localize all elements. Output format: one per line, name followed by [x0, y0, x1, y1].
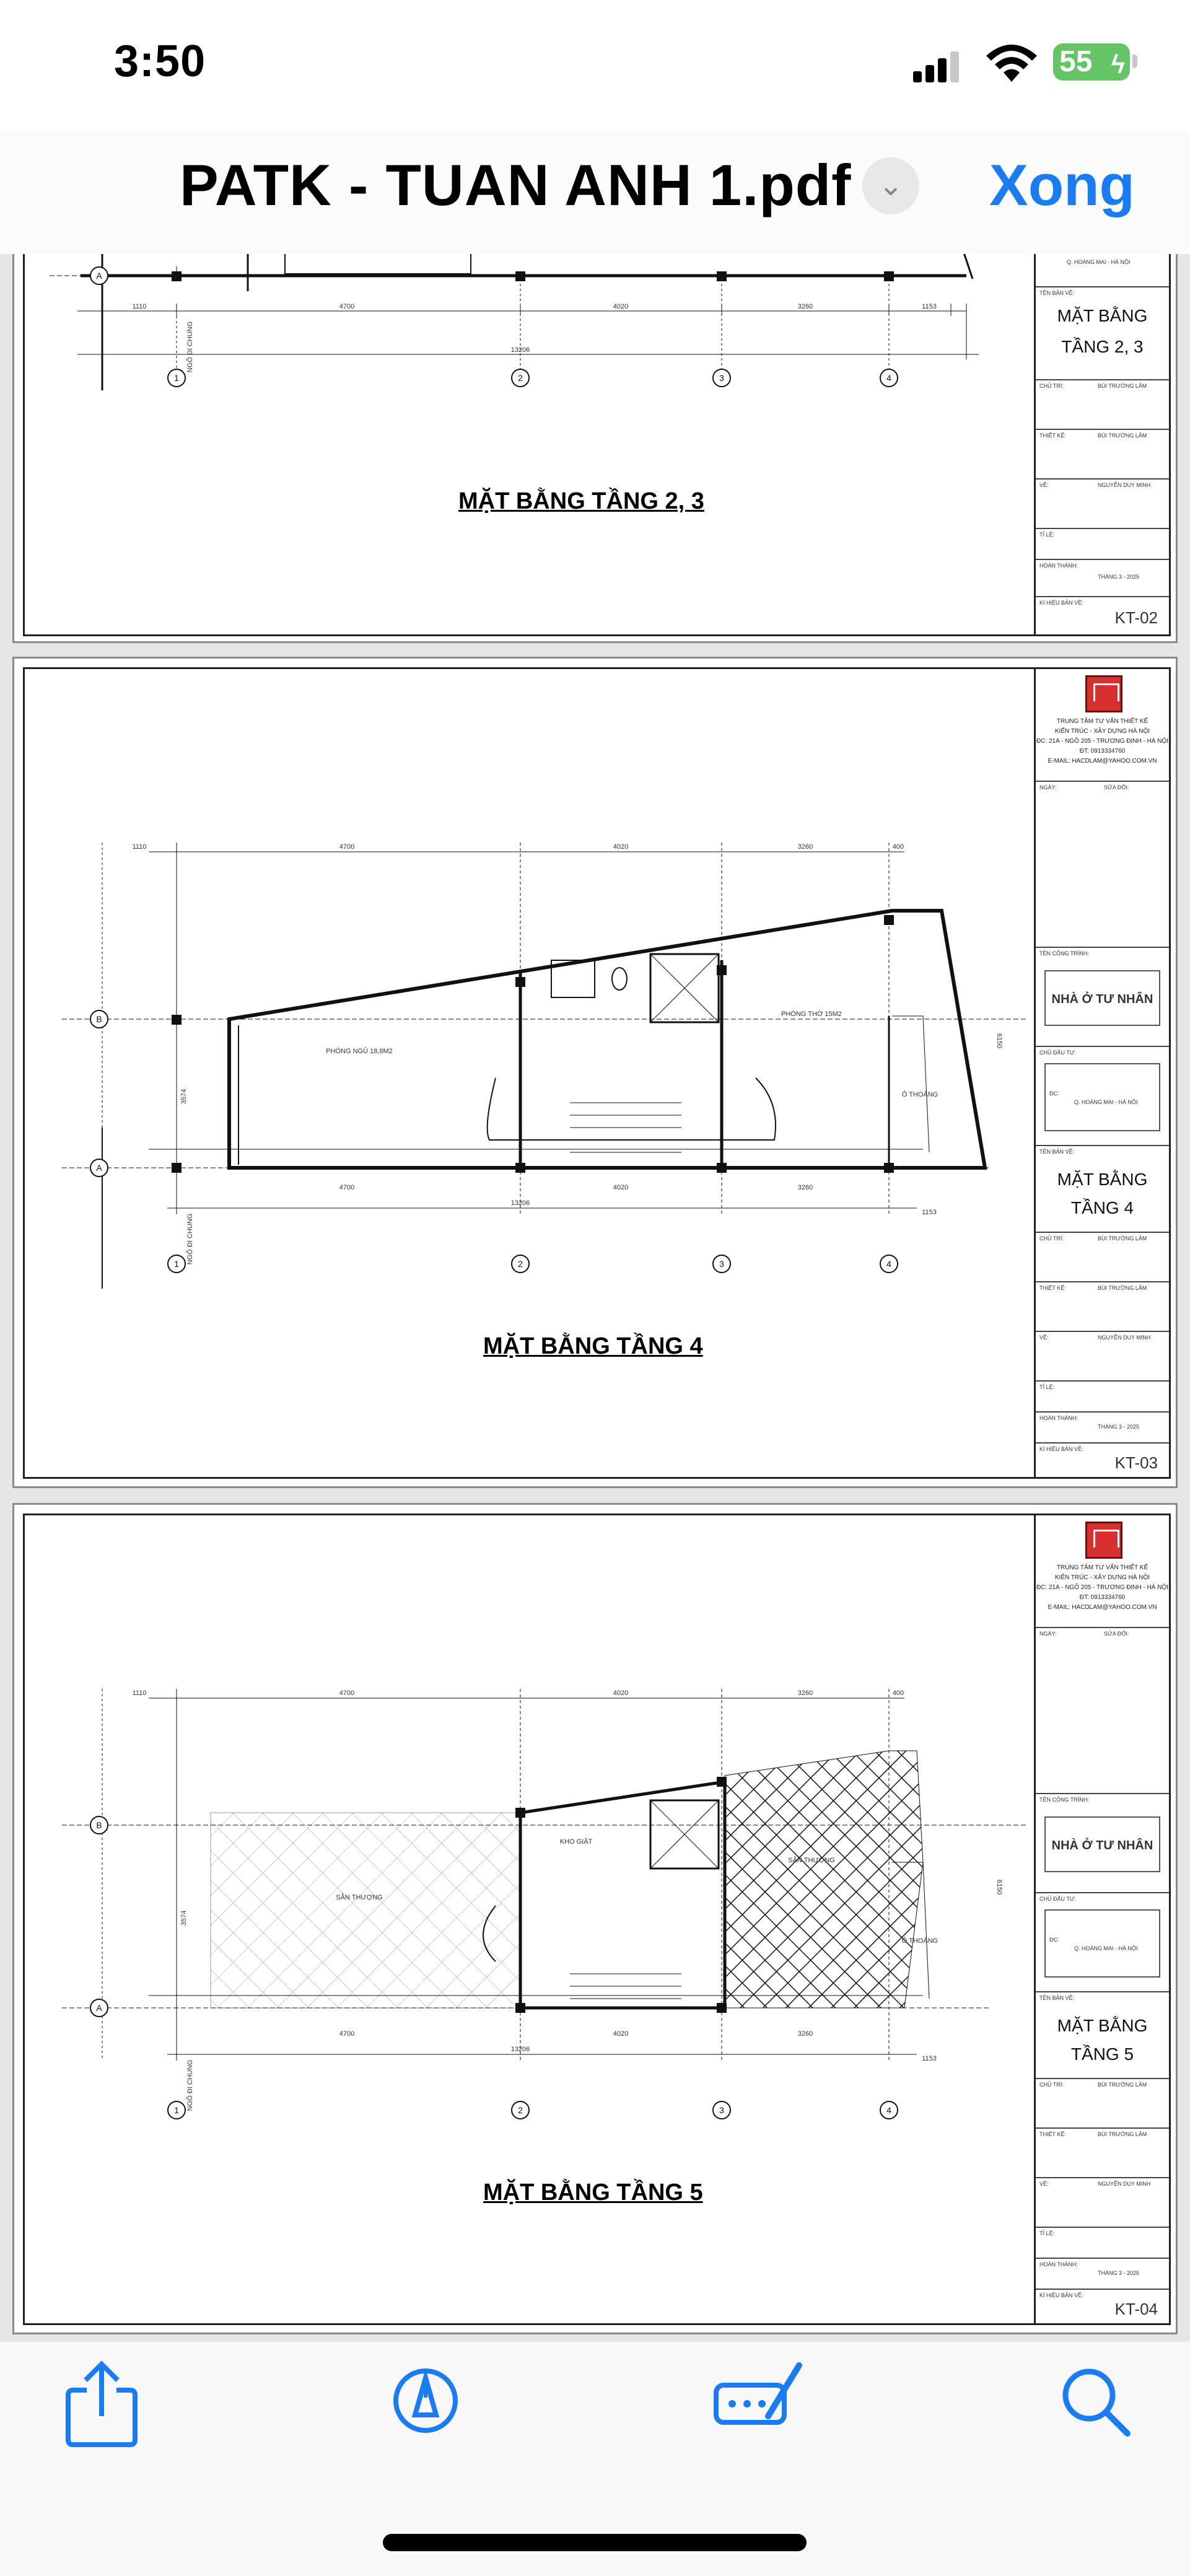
dc-label: ĐC: [1049, 1090, 1059, 1097]
dim-1110: 1110 [132, 1689, 147, 1697]
share-icon[interactable] [64, 2360, 139, 2447]
grid-bubble-2: 2 [518, 373, 523, 383]
chu-tri-name: BÙI TRƯỜNG LÂM [1098, 2082, 1147, 2088]
sheet-number: KT-03 [1114, 1453, 1158, 1472]
project-name-box: NHÀ Ở TƯ NHÂN [1044, 1816, 1160, 1872]
ti-le-label: TỈ LỆ: [1039, 532, 1055, 538]
drawing-title: MẶT BẰNG TẦNG 2, 3 [458, 488, 704, 514]
dim-1153: 1153 [922, 303, 937, 310]
project-address: Q. HOÀNG MAI - HÀ NỘI [1074, 1945, 1138, 1952]
ngay-label: NGÀY: [1039, 1631, 1057, 1637]
dc-label: ĐC: [1049, 1937, 1059, 1943]
status-bar [0, 0, 1190, 130]
sua-doi-label: SỬA ĐỔI: [1104, 1631, 1129, 1637]
project-name-box: NHÀ Ở TƯ NHÂN [1044, 970, 1160, 1026]
ngay-label: NGÀY: [1039, 784, 1057, 791]
project-address: Q. HOÀNG MAI - HÀ NỘI [1067, 259, 1131, 265]
cellular-signal-icon [913, 51, 963, 82]
title-block [1034, 669, 1169, 1477]
company-line-3: ĐC: 21A - NGÕ 205 - TRƯƠNG ĐỊNH - HÀ NỘI [1036, 738, 1169, 745]
sheet-label: TÊN BẢN VẼ: [1039, 1995, 1075, 2001]
ti-le-label: TỈ LỆ: [1039, 2230, 1055, 2236]
grid-bubble-1: 1 [174, 373, 179, 383]
dim-4020-bottom: 4020 [613, 2030, 629, 2038]
company-line-3: ĐC: 21A - NGÕ 205 - TRƯƠNG ĐỊNH - HÀ NỘI [1036, 1584, 1169, 1591]
dim-4020: 4020 [613, 843, 629, 851]
dim-total: 13206 [510, 346, 530, 354]
sua-doi-label: SỬA ĐỔI: [1104, 784, 1129, 791]
ve-label: VẼ: [1039, 1334, 1049, 1341]
grid-bubble-a: A [96, 1163, 102, 1173]
dim-1153: 1153 [922, 1209, 937, 1216]
chu-tri-label: CHỦ TRÌ: [1039, 1235, 1064, 1242]
grid-bubble-3: 3 [719, 373, 724, 383]
dim-3260: 3260 [797, 843, 813, 851]
battery-indicator [1053, 43, 1130, 81]
grid-bubble-b: B [96, 1820, 102, 1830]
sheet-name-1: MẶT BẰNG [1057, 2016, 1148, 2035]
room-san-thuong-2: SÂN THƯỢNG [788, 1857, 835, 1864]
floor-plan-tang-2-3 [25, 254, 1035, 638]
room-phong-ngu: PHÒNG NGỦ 18,8M2 [326, 1048, 393, 1055]
ve-label: VẼ: [1039, 2181, 1049, 2187]
sheet-name-1: MẶT BẰNG [1057, 1170, 1148, 1189]
ve-name: NGUYỄN DUY MINH [1098, 1334, 1151, 1341]
dim-right: 6150 [995, 1879, 1003, 1895]
ve-name: NGUYỄN DUY MINH [1098, 482, 1151, 488]
dim-3260: 3260 [797, 1689, 813, 1697]
ve-name: NGUYỄN DUY MINH [1098, 2181, 1151, 2187]
drawing-title: MẶT BẰNG TẦNG 5 [483, 2180, 703, 2206]
battery-cap [1132, 55, 1137, 68]
room-san-thuong-1: SÂN THƯỢNG [336, 1894, 383, 1901]
thiet-ke-name: BÙI TRƯỜNG LÂM [1098, 1285, 1147, 1291]
sheet-name-2: TẦNG 2, 3 [1061, 337, 1144, 356]
grid-bubble-4: 4 [886, 373, 891, 383]
grid-bubble-3: 3 [719, 2105, 724, 2115]
grid-bubble-4: 4 [886, 1259, 891, 1269]
pdf-page-kt-03 [12, 657, 1178, 1488]
dim-total: 13206 [510, 2046, 530, 2053]
dim-3260: 3260 [797, 303, 813, 310]
project-address: Q. HOÀNG MAI - HÀ NỘI [1074, 1099, 1138, 1105]
drawing-sheet [23, 254, 1171, 636]
company-line-1: TRUNG TÂM TƯ VẤN THIẾT KẾ [1056, 718, 1148, 725]
hoan-thanh-value: THÁNG 3 - 2025 [1098, 574, 1140, 580]
dim-right: 6150 [995, 1033, 1003, 1049]
home-indicator[interactable] [383, 2534, 807, 2551]
markup-pen-icon[interactable] [392, 2367, 460, 2435]
grid-bubble-2: 2 [518, 1259, 523, 1269]
company-line-2: KIẾN TRÚC - XÂY DỰNG HÀ NỘI [1054, 1574, 1150, 1581]
company-line-2: KIẾN TRÚC - XÂY DỰNG HÀ NỘI [1054, 728, 1150, 735]
sheet-number: KT-02 [1114, 608, 1158, 627]
company-line-4: ĐT: 0913334760 [1079, 748, 1126, 755]
ten-cong-trinh-label: TÊN CÔNG TRÌNH: [1039, 950, 1089, 957]
dim-left: 3574 [180, 1910, 188, 1926]
room-phong-tho: PHÒNG THỜ 15M2 [781, 1010, 842, 1018]
ki-hieu-label: KÍ HIỆU BẢN VẼ: [1039, 2292, 1083, 2298]
dim-400: 400 [892, 1689, 904, 1697]
room-o-thoang: Ô THOÁNG [901, 1091, 938, 1098]
document-title[interactable]: PATK - TUAN ANH 1.pdf [180, 152, 852, 217]
dim-1110: 1110 [132, 843, 147, 851]
grid-bubble-2: 2 [518, 2105, 523, 2115]
drawing-sheet [23, 667, 1171, 1479]
thiet-ke-name: BÙI TRƯỜNG LÂM [1098, 432, 1147, 439]
side-text-ngo: NGÕ ĐI CHUNG [186, 2059, 194, 2111]
title-block [1034, 1515, 1169, 2323]
pdf-page-kt-04 [12, 1503, 1178, 2334]
chu-tri-label: CHỦ TRÌ: [1039, 383, 1064, 389]
sheet-name-2: TẦNG 5 [1070, 2044, 1134, 2064]
company-line-4: ĐT: 0913334760 [1079, 1594, 1126, 1601]
dim-4700: 4700 [339, 1689, 355, 1697]
grid-bubble-b: B [96, 1014, 102, 1024]
hoan-thanh-label: HOÀN THÀNH: [1039, 2261, 1078, 2267]
ten-cong-trinh-label: TÊN CÔNG TRÌNH: [1039, 1797, 1089, 1803]
search-icon[interactable] [1058, 2364, 1132, 2438]
hoan-thanh-value: THÁNG 3 - 2025 [1098, 1424, 1140, 1430]
hoan-thanh-value: THÁNG 3 - 2025 [1098, 2270, 1140, 2276]
chu-tri-name: BÙI TRƯỜNG LÂM [1098, 383, 1147, 389]
owner-box [1044, 1909, 1160, 1978]
company-logo [1085, 1522, 1122, 1559]
signature-icon[interactable] [712, 2360, 805, 2435]
dim-3260-bottom: 3260 [797, 1184, 813, 1191]
grid-bubble-4: 4 [886, 2105, 891, 2115]
room-o-thoang: Ô THOÁNG [901, 1937, 938, 1945]
dim-1110: 1110 [132, 303, 147, 310]
dim-1153: 1153 [922, 2055, 937, 2062]
side-text-ngo: NGÕ ĐI CHUNG [186, 321, 194, 373]
battery-level: 55 [1059, 45, 1093, 78]
thiet-ke-label: THIẾT KẾ: [1039, 2131, 1066, 2137]
dim-4020: 4020 [613, 303, 629, 310]
dim-4020: 4020 [613, 1689, 629, 1697]
thiet-ke-label: THIẾT KẾ: [1039, 432, 1066, 439]
chevron-down-icon[interactable]: ⌄ [862, 157, 919, 214]
dim-4700-bottom: 4700 [339, 1184, 355, 1191]
room-kho-giat: KHO GIẶT [559, 1838, 593, 1846]
chu-dau-tu-label: CHỦ ĐẦU TƯ: [1039, 1049, 1077, 1056]
owner-box [1044, 1063, 1160, 1131]
chu-tri-label: CHỦ TRÌ: [1039, 2082, 1064, 2088]
sheet-label: TÊN BẢN VẼ: [1039, 290, 1075, 296]
sheet-number: KT-04 [1114, 2300, 1158, 2318]
hoan-thanh-label: HOÀN THÀNH: [1039, 1415, 1078, 1421]
grid-bubble-1: 1 [174, 2105, 179, 2115]
title-block [1034, 254, 1169, 634]
drawing-title: MẶT BẰNG TẦNG 4 [483, 1333, 703, 1359]
ti-le-label: TỈ LỆ: [1039, 1384, 1055, 1390]
company-line-1: TRUNG TÂM TƯ VẤN THIẾT KẾ [1056, 1564, 1148, 1571]
side-text-ngo: NGÕ ĐI CHUNG [186, 1213, 194, 1265]
dim-3260-bottom: 3260 [797, 2030, 813, 2038]
dim-4700-bottom: 4700 [339, 2030, 355, 2038]
company-line-5: E-MAIL: HACDLAM@YAHOO.COM.VN [1048, 1604, 1157, 1611]
company-logo [1085, 675, 1122, 712]
chu-tri-name: BÙI TRƯỜNG LÂM [1098, 1235, 1147, 1242]
thiet-ke-label: THIẾT KẾ: [1039, 1285, 1066, 1291]
ve-label: VẼ: [1039, 482, 1049, 488]
status-time: 3:50 [114, 37, 206, 86]
hoan-thanh-label: HOÀN THÀNH: [1039, 563, 1078, 569]
grid-bubble-a: A [96, 2003, 102, 2013]
dim-4700: 4700 [339, 843, 355, 851]
grid-bubble-1: 1 [174, 1259, 179, 1269]
sheet-label: TÊN BẢN VẼ: [1039, 1149, 1075, 1155]
wifi-icon [986, 43, 1037, 82]
ki-hieu-label: KÍ HIỆU BẢN VẼ: [1039, 1446, 1083, 1452]
dim-4020-bottom: 4020 [613, 1184, 629, 1191]
pdf-scroll-area[interactable] [0, 254, 1190, 2342]
ki-hieu-label: KÍ HIỆU BẢN VẼ: [1039, 600, 1083, 606]
dim-4700: 4700 [339, 303, 355, 310]
pdf-page-kt-02 [12, 254, 1178, 643]
dim-total: 13206 [510, 1199, 530, 1207]
grid-bubble-a: A [96, 271, 102, 281]
navigation-bar [0, 130, 1190, 254]
grid-bubble-3: 3 [719, 1259, 724, 1269]
dim-400: 400 [892, 843, 904, 851]
sheet-name-1: MẶT BẰNG [1057, 306, 1148, 325]
chu-dau-tu-label: CHỦ ĐẦU TƯ: [1039, 1896, 1077, 1902]
sheet-name-2: TẦNG 4 [1070, 1198, 1134, 1217]
done-button[interactable]: Xong [989, 152, 1135, 217]
charging-bolt-icon: ϟ [1111, 50, 1125, 79]
company-line-5: E-MAIL: HACDLAM@YAHOO.COM.VN [1048, 758, 1157, 764]
dim-left: 3574 [180, 1089, 188, 1105]
drawing-sheet [23, 1514, 1171, 2325]
thiet-ke-name: BÙI TRƯỜNG LÂM [1098, 2131, 1147, 2137]
